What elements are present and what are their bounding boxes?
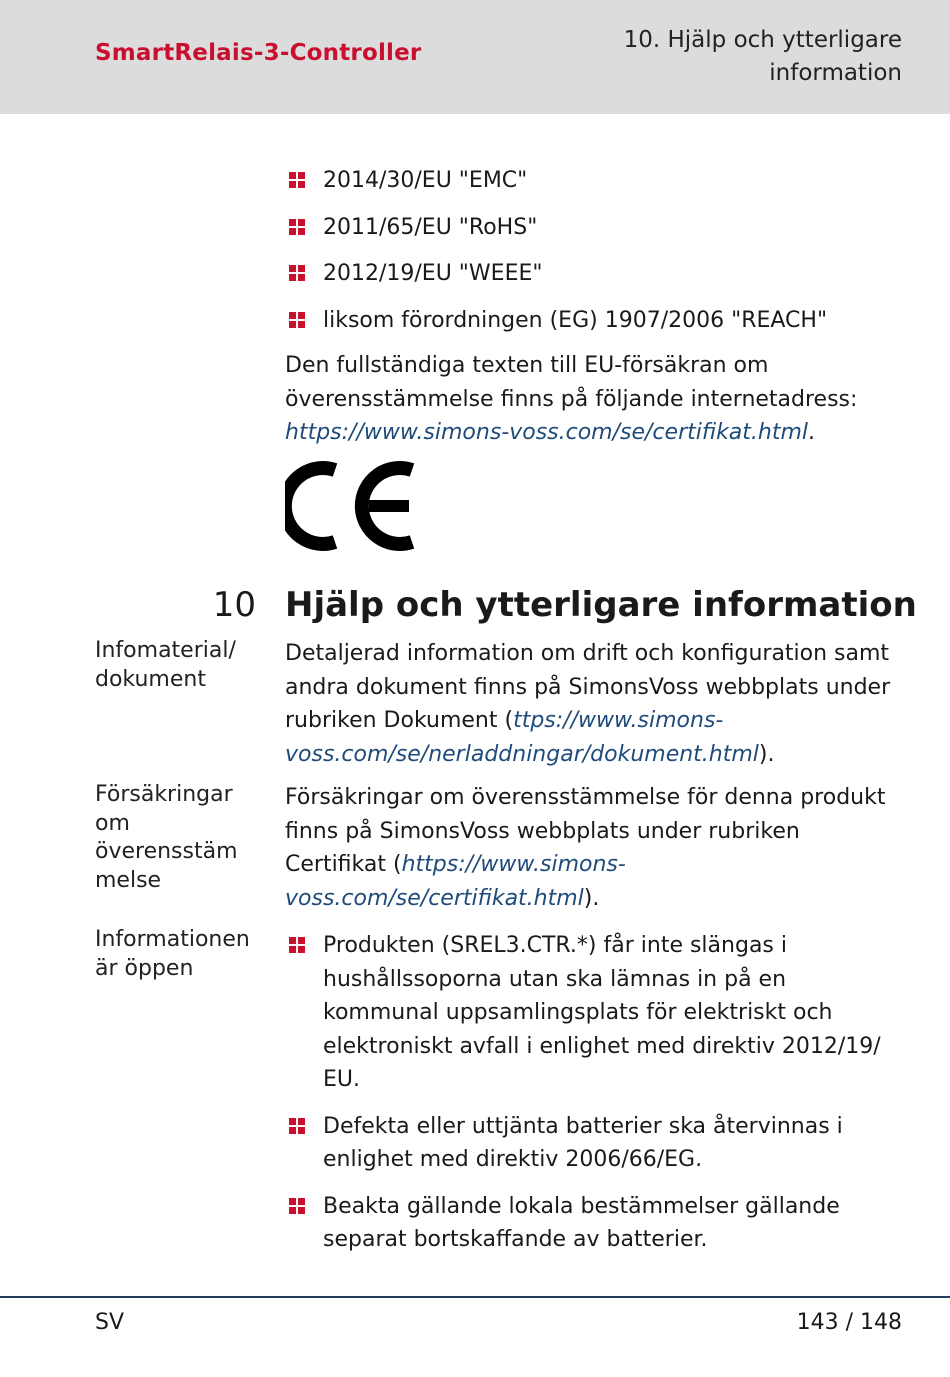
conformity-paragraph: Försäkringar om överensstämmelse för denna produkt finns på SimonsVoss webbplats under rubriken Certifikat (https://www.simons-voss.com/se/certifikat.html). (285, 785, 886, 911)
list-item: Produkten (SREL3.CTR.*) får inte slängas i hushållssoporna utan ska lämnas in på en kommunal uppsamlingsplats för elektriskt och elektroniskt avfall i enlighet med direktiv 2012/19/ EU. (289, 929, 907, 1097)
section-number: 10 (212, 585, 256, 625)
list-item: 2014/30/EU "EMC" (289, 164, 907, 198)
footer-divider (0, 1296, 950, 1298)
infomaterial-paragraph: Detaljerad information om drift och konfiguration samt andra dokument finns på SimonsVoss webbplats under rubriken Dokument (ttps://www.simons-voss.com/se/nerladdningar/dokument.html). (285, 641, 891, 767)
declaration-paragraph: Den fullständiga texten till EU-försäkran om överensstämmelse finns på följande internetadress: https://www.simons-voss.com/se/certifikat.html. (285, 353, 858, 445)
footer-language: SV (95, 1310, 125, 1335)
certificates-link[interactable]: https://www.simons-voss.com/se/certifikat.html (285, 852, 626, 911)
list-item: Beakta gällande lokala bestämmelser gällande separat bortskaffande av batterier. (289, 1190, 907, 1257)
page-header (0, 0, 950, 114)
page-number: 143 / 148 (796, 1310, 902, 1335)
running-chapter-title: 10. Hjälp och ytterligare information (623, 27, 902, 86)
ce-mark (285, 460, 415, 552)
bullet-icon (289, 312, 305, 328)
list-item: Defekta eller uttjänta batterier ska återvinnas i enlighet med direktiv 2006/66/EG. (289, 1110, 907, 1177)
product-name: SmartRelais-3-Controller (95, 40, 422, 66)
margin-label-infomaterial: Infomaterial/ dokument (95, 638, 236, 692)
directive-list (289, 164, 907, 337)
margin-label-conformity: Försäkringar om överensstäm melse (95, 782, 238, 893)
bullet-icon (289, 937, 305, 953)
bullet-icon (289, 172, 305, 188)
certificate-link[interactable]: https://www.simons-voss.com/se/certifikat.html (285, 420, 809, 445)
section-title: Hjälp och ytterligare information (285, 585, 917, 625)
list-item: 2012/19/EU "WEEE" (289, 257, 907, 291)
list-item: 2011/65/EU "RoHS" (289, 211, 907, 245)
bullet-icon (289, 219, 305, 235)
bullet-icon (289, 1198, 305, 1214)
list-item: liksom förordningen (EG) 1907/2006 "REACH" (289, 304, 907, 338)
bullet-icon (289, 1118, 305, 1134)
disposal-list (289, 929, 907, 1257)
margin-label-open-info: Informationen är öppen (95, 927, 250, 981)
documents-link[interactable]: ttps://www.simons-voss.com/se/nerladdningar/dokument.html (285, 708, 759, 767)
bullet-icon (289, 265, 305, 281)
